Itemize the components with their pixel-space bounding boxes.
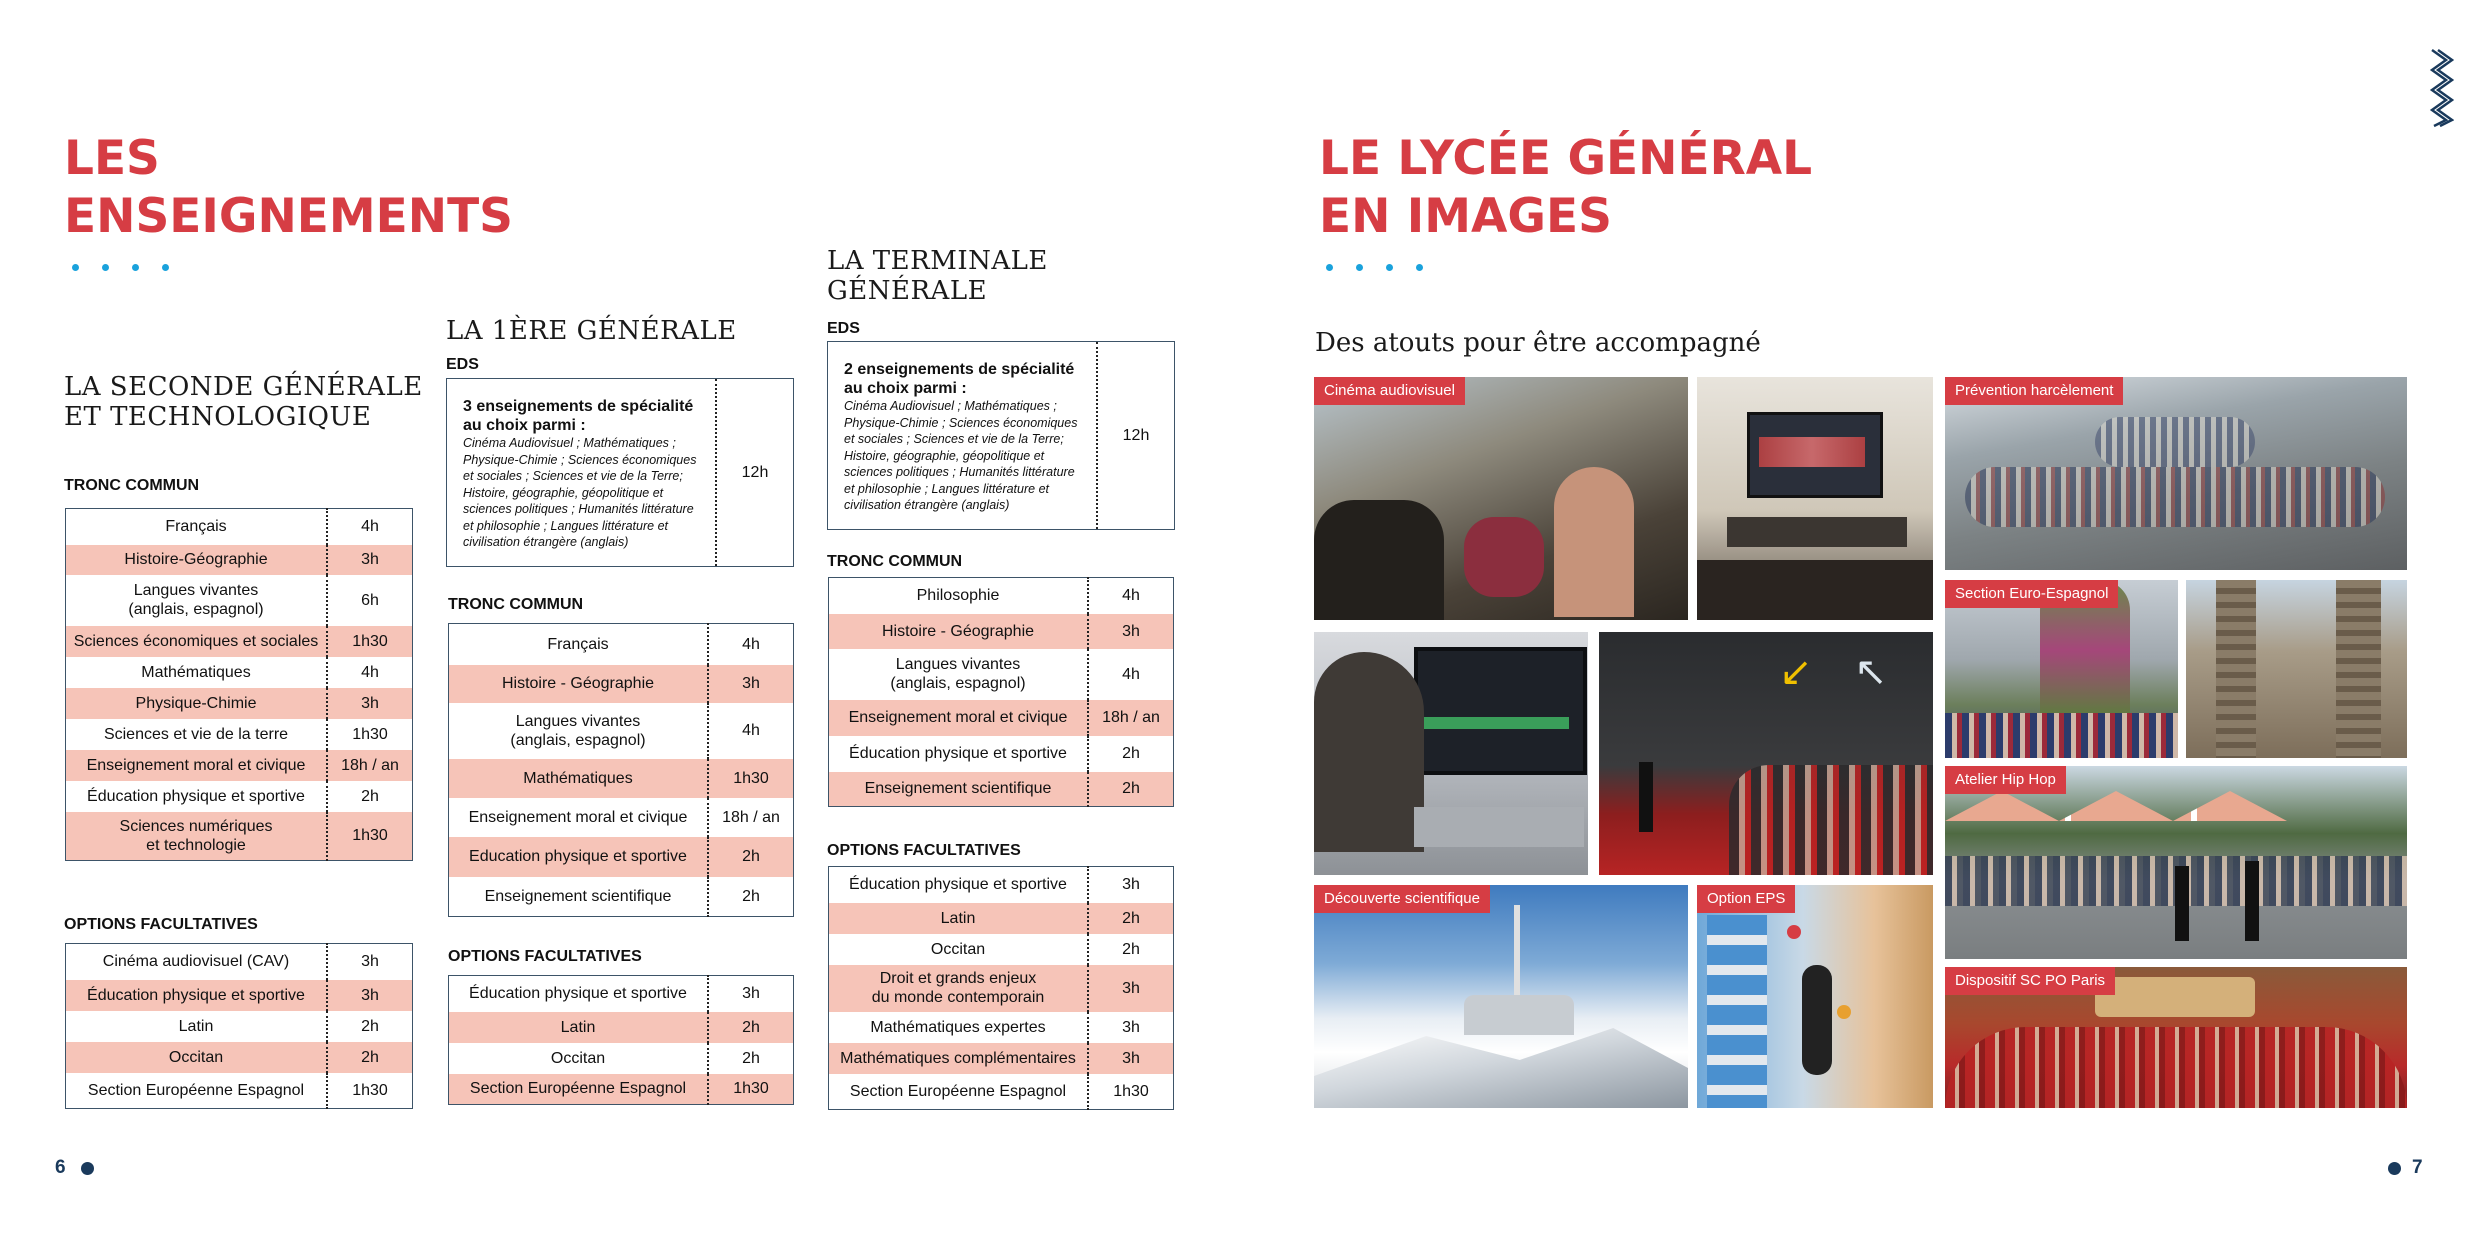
- seconde-tronc-table-row: [66, 750, 413, 781]
- terminale-eds-label: EDS: [827, 320, 860, 337]
- hours-cell: 3h: [1088, 965, 1174, 1012]
- subject-cell: Langues vivantes (anglais, espagnol): [128, 582, 264, 618]
- subject-cell: Physique-Chimie: [66, 688, 328, 719]
- hours-cell: 2h: [1088, 934, 1174, 965]
- seconde-options-table-row: [66, 1073, 413, 1109]
- terminale-eds-list: Cinéma Audiovisuel ; Mathématiques ; Physique-Chimie ; Sciences économiques et sociales ; Sciences et vie de la Terre; Histoire, géographie, géopolitique et sciences politiques ; Humanités littérature et philosophie ; Langues littérature et civilisation étrangère (anglais): [844, 399, 1078, 512]
- label-eps: Option EPS: [1697, 885, 1795, 913]
- terminale-heading-line2: GÉNÉRALE: [827, 276, 988, 306]
- premiere-eds-box: [446, 378, 794, 567]
- subject-cell: Enseignement scientifique: [484, 887, 672, 905]
- left-title-line1: LES: [64, 131, 160, 186]
- terminale-options-table-row: [829, 934, 1174, 965]
- subject-cell: Latin: [449, 1012, 709, 1043]
- subject-cell: Enseignement scientifique: [829, 772, 1089, 807]
- hours-cell: 18h / an: [327, 750, 413, 781]
- hours-cell: 3h: [327, 545, 413, 575]
- premiere-eds-hours: 12h: [741, 463, 769, 481]
- premiere-eds-title-line1: 3 enseignements de spécialité: [463, 398, 694, 415]
- subject-cell: Mathématiques expertes: [870, 1018, 1046, 1036]
- hours-cell: 3h: [327, 944, 413, 980]
- subject-cell: Langues vivantes (anglais, espagnol): [510, 712, 646, 749]
- page-dot-left: [81, 1162, 94, 1175]
- seconde-tronc-table-row: [66, 545, 413, 575]
- terminale-tronc-table-row: [829, 614, 1174, 649]
- hours-cell: 3h: [327, 980, 413, 1011]
- right-title-line2: EN IMAGES: [1319, 189, 1612, 244]
- zigzag-ornament-icon: [2426, 48, 2454, 128]
- subject-cell: Droit et grands enjeux du monde contemporain: [829, 965, 1089, 1012]
- seconde-options-table-row: [66, 980, 413, 1011]
- subject-cell: Mathématiques complémentaires: [829, 1043, 1089, 1074]
- seconde-tronc-table-row: [66, 575, 413, 626]
- page-dot-right: [2388, 1162, 2401, 1175]
- subject-cell: Occitan: [930, 940, 986, 958]
- hours-cell: 1h30: [327, 812, 413, 861]
- hours-cell: 18h / an: [1088, 700, 1174, 736]
- terminale-options-table: [828, 866, 1174, 1110]
- photo-studio: [1697, 377, 1933, 620]
- terminale-tronc-label: TRONC COMMUN: [827, 553, 963, 570]
- hours-cell: 4h: [1088, 578, 1174, 614]
- terminale-options-table-row: [829, 965, 1174, 1012]
- premiere-tronc-table-row: [449, 837, 794, 877]
- hours-cell: 2h: [1088, 772, 1174, 807]
- terminale-options-table-row: [829, 1074, 1174, 1110]
- hours-cell: 2h: [708, 877, 794, 917]
- subject-cell: Éducation physique et sportive: [87, 787, 305, 805]
- seconde-options-table-row: [66, 1011, 413, 1042]
- hours-cell: 2h: [327, 781, 413, 812]
- hours-cell: 1h30: [1088, 1074, 1174, 1110]
- seconde-tronc-table-row: [66, 719, 413, 750]
- seconde-tronc-table-row: [66, 657, 413, 688]
- right-title-dots: [1326, 264, 1426, 274]
- subject-cell: Section Européenne Espagnol: [849, 1082, 1067, 1100]
- subject-cell: Occitan: [550, 1049, 606, 1067]
- photo-option-eps: [1697, 885, 1933, 1108]
- left-title-dots: [72, 264, 172, 274]
- hours-cell: 2h: [327, 1011, 413, 1042]
- hours-cell: 2h: [1088, 903, 1174, 934]
- hours-cell: 3h: [1088, 1043, 1174, 1074]
- premiere-eds-label: EDS: [446, 356, 479, 373]
- terminale-options-table-row: [829, 867, 1174, 903]
- hours-cell: 3h: [708, 976, 794, 1012]
- photo-decouverte-scientifique: [1314, 885, 1688, 1108]
- hours-cell: 4h: [708, 703, 794, 759]
- subject-cell: Langues vivantes (anglais, espagnol): [890, 656, 1026, 692]
- subject-cell: Éducation physique et sportive: [849, 876, 1067, 894]
- photo-prevention-harcelement: [1945, 377, 2407, 570]
- terminale-options-table-row: [829, 1012, 1174, 1043]
- subject-cell: Français: [165, 518, 227, 536]
- seconde-tronc-table-row: [66, 688, 413, 719]
- seconde-options-table: [65, 943, 413, 1109]
- seconde-heading-line1: LA SECONDE GÉNÉRALE: [64, 372, 423, 402]
- hours-cell: 2h: [327, 1042, 413, 1073]
- subject-cell: Histoire-Géographie: [66, 545, 328, 575]
- hours-cell: 3h: [1088, 614, 1174, 649]
- premiere-options-label: OPTIONS FACULTATIVES: [448, 948, 642, 965]
- photo-section-euro-espagnol: [1945, 580, 2178, 758]
- hours-cell: 2h: [708, 1012, 794, 1043]
- hours-cell: 1h30: [327, 626, 413, 657]
- hours-cell: 3h: [327, 688, 413, 719]
- premiere-eds-title-line2: au choix parmi :: [463, 417, 586, 434]
- terminale-heading-line1: LA TERMINALE: [827, 246, 1048, 276]
- seconde-tronc-table-row: [66, 509, 413, 545]
- premiere-tronc-table-row: [449, 877, 794, 917]
- hours-cell: 3h: [1088, 867, 1174, 903]
- seconde-tronc-label: TRONC COMMUN: [64, 477, 200, 494]
- terminale-heading: [827, 246, 1048, 306]
- premiere-options-table-row: [449, 1012, 794, 1043]
- subject-cell: Sciences économiques et sociales: [66, 626, 328, 657]
- hours-cell: 18h / an: [708, 798, 794, 837]
- premiere-tronc-table-row: [449, 624, 794, 665]
- seconde-heading: [64, 372, 423, 432]
- subject-cell: Latin: [178, 1017, 214, 1035]
- subject-cell: Français: [547, 635, 609, 653]
- subject-cell: Sciences et vie de la terre: [103, 725, 289, 743]
- premiere-tronc-table-row: [449, 665, 794, 703]
- hours-cell: 3h: [708, 665, 794, 703]
- subject-cell: Section Européenne Espagnol: [449, 1074, 709, 1105]
- hours-cell: 2h: [1088, 736, 1174, 772]
- left-page-title: [64, 130, 513, 246]
- premiere-tronc-table-row: [449, 798, 794, 837]
- terminale-options-table-row: [829, 903, 1174, 934]
- right-title-line1: LE LYCÉE GÉNÉRAL: [1319, 131, 1813, 186]
- seconde-tronc-table-row: [66, 781, 413, 812]
- premiere-eds-list: Cinéma Audiovisuel ; Mathématiques ; Physique-Chimie ; Sciences économiques et sociales ; Sciences et vie de la Terre; Histoire, géographie, géopolitique et sciences politiques ; Humanités littérature et philosophie ; Langues littérature et civilisation étrangère (anglais): [463, 436, 697, 549]
- photo-conference: ↙ ↖: [1599, 632, 1933, 875]
- terminale-eds-hours: 12h: [1122, 426, 1150, 444]
- premiere-options-table: [448, 975, 794, 1105]
- subject-cell: Enseignement moral et civique: [468, 808, 688, 826]
- terminale-tronc-table-row: [829, 700, 1174, 736]
- hours-cell: 4h: [327, 509, 413, 545]
- terminale-eds-box: [827, 341, 1175, 530]
- hours-cell: 6h: [327, 575, 413, 626]
- photo-atelier-hip-hop: [1945, 766, 2407, 959]
- right-subtitle: Des atouts pour être accompagné: [1315, 328, 1761, 358]
- subject-cell: Section Européenne Espagnol: [87, 1081, 305, 1099]
- terminale-tronc-table: [828, 577, 1174, 807]
- subject-cell: Éducation physique et sportive: [469, 985, 687, 1003]
- seconde-tronc-table: [65, 508, 413, 861]
- hours-cell: 4h: [1088, 649, 1174, 700]
- hours-cell: 1h30: [327, 1073, 413, 1109]
- terminale-tronc-table-row: [829, 772, 1174, 807]
- seconde-tronc-table-row: [66, 626, 413, 657]
- subject-cell: Mathématiques: [449, 759, 709, 798]
- photo-montage-video: [1314, 632, 1588, 875]
- seconde-options-label: OPTIONS FACULTATIVES: [64, 916, 258, 933]
- photo-sc-po-paris: [1945, 967, 2407, 1108]
- terminale-tronc-table-row: [829, 578, 1174, 614]
- hours-cell: 1h30: [327, 719, 413, 750]
- label-science: Découverte scientifique: [1314, 885, 1490, 913]
- terminale-tronc-table-row: [829, 649, 1174, 700]
- seconde-tronc-table-row: [66, 812, 413, 861]
- subject-cell: Occitan: [66, 1042, 328, 1073]
- hours-cell: 3h: [1088, 1012, 1174, 1043]
- hours-cell: 4h: [327, 657, 413, 688]
- label-scpo: Dispositif SC PO Paris: [1945, 967, 2115, 995]
- photo-sagrada-familia: [2186, 580, 2407, 758]
- label-hiphop: Atelier Hip Hop: [1945, 766, 2066, 794]
- label-harcelement: Prévention harcèlement: [1945, 377, 2123, 405]
- subject-cell: Mathématiques: [141, 663, 251, 681]
- page-number-right: 7: [2412, 1157, 2423, 1178]
- hours-cell: 2h: [708, 837, 794, 877]
- subject-cell: Philosophie: [916, 587, 1000, 605]
- subject-cell: Enseignement moral et civique: [66, 750, 328, 781]
- premiere-tronc-table: [448, 623, 794, 917]
- subject-cell: Sciences numériques et technologie: [66, 812, 328, 861]
- seconde-heading-line2: ET TECHNOLOGIQUE: [64, 402, 372, 432]
- terminale-tronc-table-row: [829, 736, 1174, 772]
- terminale-eds-title-line1: 2 enseignements de spécialité: [844, 361, 1075, 378]
- premiere-options-table-row: [449, 1043, 794, 1074]
- seconde-options-table-row: [66, 944, 413, 980]
- premiere-options-table-row: [449, 976, 794, 1012]
- hours-cell: 1h30: [708, 1074, 794, 1105]
- subject-cell: Éducation physique et sportive: [66, 980, 328, 1011]
- premiere-tronc-label: TRONC COMMUN: [448, 596, 584, 613]
- left-title-line2: ENSEIGNEMENTS: [64, 189, 514, 244]
- subject-cell: Histoire - Géographie: [829, 614, 1089, 649]
- premiere-tronc-table-row: [449, 703, 794, 759]
- photo-cinema-audiovisuel: [1314, 377, 1688, 620]
- premiere-options-table-row: [449, 1074, 794, 1105]
- label-cinema: Cinéma audiovisuel: [1314, 377, 1465, 405]
- terminale-options-label: OPTIONS FACULTATIVES: [827, 842, 1021, 859]
- subject-cell: Education physique et sportive: [449, 837, 709, 877]
- subject-cell: Cinéma audiovisuel (CAV): [102, 953, 290, 971]
- seconde-options-table-row: [66, 1042, 413, 1073]
- hours-cell: 2h: [708, 1043, 794, 1074]
- premiere-tronc-table-row: [449, 759, 794, 798]
- terminale-eds-title-line2: au choix parmi :: [844, 380, 967, 397]
- subject-cell: Enseignement moral et civique: [829, 700, 1089, 736]
- subject-cell: Éducation physique et sportive: [849, 745, 1067, 762]
- premiere-heading: LA 1ÈRE GÉNÉRALE: [446, 316, 737, 346]
- subject-cell: Latin: [829, 903, 1089, 934]
- right-page-title: [1319, 130, 1812, 246]
- hours-cell: 1h30: [708, 759, 794, 798]
- subject-cell: Histoire - Géographie: [449, 665, 709, 703]
- label-euro: Section Euro-Espagnol: [1945, 580, 2118, 608]
- hours-cell: 4h: [708, 624, 794, 665]
- page-number-left: 6: [55, 1157, 66, 1178]
- terminale-options-table-row: [829, 1043, 1174, 1074]
